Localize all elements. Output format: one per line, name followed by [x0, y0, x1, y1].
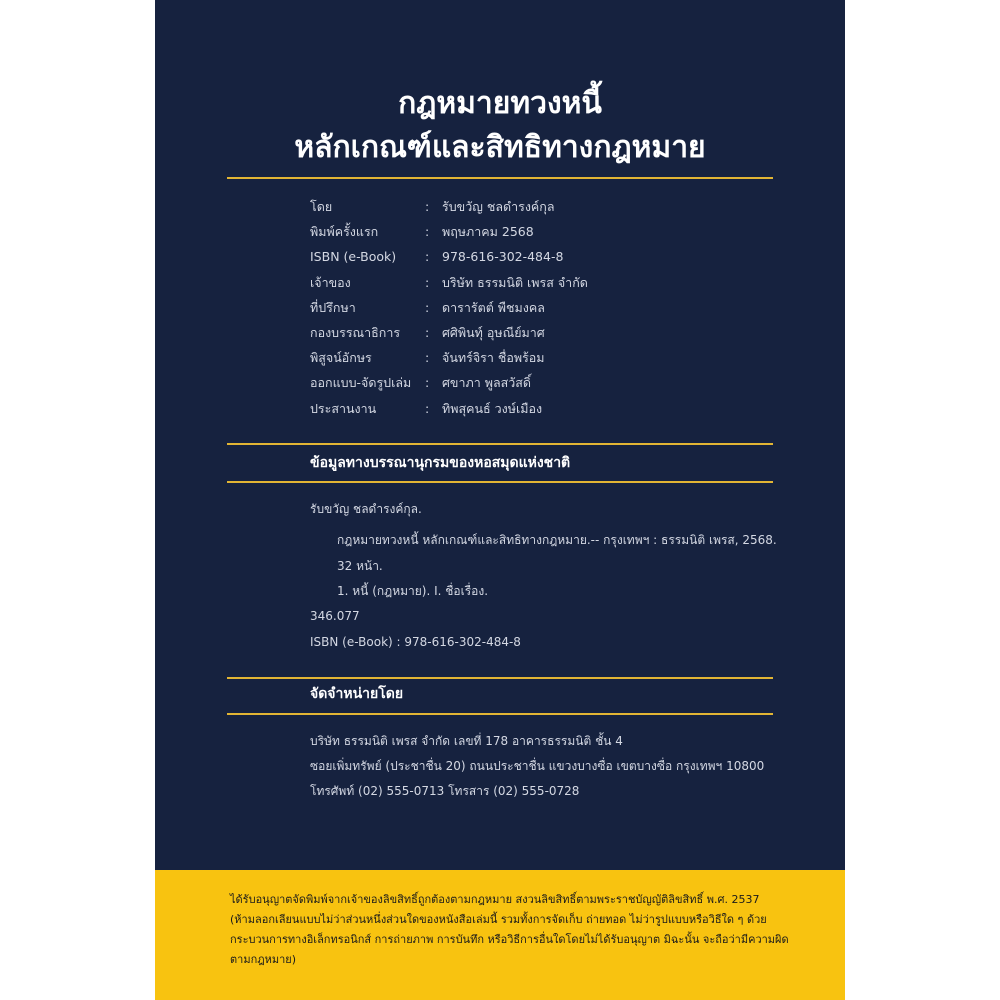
cataloging-classification: 346.077 — [310, 609, 360, 623]
copyright-page — [155, 0, 845, 1000]
credit-label: พิมพ์ครั้งแรก — [310, 224, 379, 240]
credit-row-first-printing — [310, 219, 730, 244]
credit-value: จันทร์จิรา ชื่อพร้อม — [442, 350, 545, 366]
cataloging-heading: ข้อมูลทางบรรณานุกรมของหอสมุดแห่งชาติ — [310, 455, 571, 471]
credit-value: ศศิพินทุ์ อุษณีย์มาศ — [442, 324, 545, 340]
credit-colon: : — [425, 224, 430, 240]
credit-value: 978-616-302-484-8 — [442, 249, 564, 265]
cataloging-author: รับขวัญ ชลดำรงค์กุล. — [310, 502, 422, 516]
credit-colon: : — [425, 249, 430, 265]
copyright-notice-line: กระบวนการทางอิเล็กทรอนิกส์ การถ่ายภาพ การบันทึก หรือวิธีการอื่นใดโดยไม่ได้รับอนุญาต มิฉะนั้น จะถือว่ามีความผิด — [230, 933, 789, 946]
credit-row-design — [310, 370, 730, 395]
credit-row-editorial — [310, 320, 730, 345]
copyright-notice-line: (ห้ามลอกเลียนแบบไม่ว่าส่วนหนึ่งส่วนใดของหนังสือเล่มนี้ รวมทั้งการจัดเก็บ ถ่ายทอด ไม่ว่ารูปแบบหรือวิธีใด ๆ ด้วย — [230, 913, 767, 926]
distribution-line: บริษัท ธรรมนิติ เพรส จำกัด เลขที่ 178 อาคารธรรมนิติ ชั้น 4 — [310, 734, 623, 748]
credit-colon: : — [425, 299, 430, 315]
credit-value: พฤษภาคม 2568 — [442, 224, 534, 240]
distribution-line: ซอยเพิ่มทรัพย์ (ประชาชื่น 20) ถนนประชาชื่น แขวงบางซื่อ เขตบางซื่อ กรุงเทพฯ 10800 — [310, 759, 765, 773]
credit-row-advisor — [310, 295, 730, 320]
credit-label: ประสานงาน — [310, 400, 377, 416]
credit-label: โดย — [310, 199, 333, 214]
credit-colon: : — [425, 375, 430, 391]
distribution-line: โทรศัพท์ (02) 555-0713 โทรสาร (02) 555-0728 — [310, 784, 580, 798]
credit-colon: : — [425, 199, 430, 214]
cataloging-bottom-divider — [227, 481, 773, 483]
credit-colon: : — [425, 274, 430, 290]
credit-row-owner — [310, 270, 730, 295]
cataloging-isbn: ISBN (e-Book) : 978-616-302-484-8 — [310, 635, 521, 649]
credit-label: พิสูจน์อักษร — [310, 350, 372, 366]
distribution-top-divider — [227, 677, 773, 679]
credit-label: ที่ปรึกษา — [310, 299, 356, 315]
credit-label: กองบรรณาธิการ — [310, 324, 401, 340]
copyright-notice-band — [155, 870, 845, 1000]
credit-value: ทิพสุคนธ์ วงษ์เมือง — [442, 400, 543, 416]
title-divider — [227, 177, 773, 179]
cataloging-subjects: 1. หนี้ (กฎหมาย). I. ชื่อเรื่อง. — [337, 584, 489, 598]
credit-row-coordinator — [310, 396, 730, 421]
credit-label: ออกแบบ-จัดรูปเล่ม — [310, 375, 412, 391]
cataloging-pages: 32 หน้า. — [337, 559, 383, 573]
book-title-line-2: หลักเกณฑ์และสิทธิทางกฎหมาย — [294, 130, 706, 165]
copyright-notice-line: ตามกฎหมาย) — [230, 953, 297, 966]
credit-colon: : — [425, 324, 430, 340]
copyright-notice-line: ได้รับอนุญาตจัดพิมพ์จากเจ้าของลิขสิทธิ์ถูกต้องตามกฎหมาย สงวนลิขสิทธิ์ตามพระราชบัญญัติลิขสิทธิ์ พ.ศ. 2537 — [230, 893, 760, 906]
credit-value: บริษัท ธรรมนิติ เพรส จำกัด — [442, 274, 588, 290]
distribution-heading: จัดจำหน่ายโดย — [310, 686, 404, 702]
credit-row-proofreader — [310, 345, 730, 370]
credit-row-isbn — [310, 244, 730, 269]
credits-list — [310, 194, 730, 421]
book-title-line-1: กฎหมายทวงหนี้ — [398, 86, 602, 121]
credit-value: รับขวัญ ชลดำรงค์กุล — [442, 199, 555, 214]
credit-label: เจ้าของ — [310, 274, 351, 290]
distribution-bottom-divider — [227, 713, 773, 715]
cataloging-title: กฎหมายทวงหนี้ หลักเกณฑ์และสิทธิทางกฎหมาย.-- กรุงเทพฯ : ธรรมนิติ เพรส, 2568. — [337, 533, 777, 547]
credit-colon: : — [425, 400, 430, 416]
credit-value: ศขาภา พูลสวัสดิ์ — [442, 375, 532, 391]
credit-colon: : — [425, 350, 430, 366]
credit-value: ดารารัตต์ พืชมงคล — [442, 299, 545, 315]
credit-row-author — [310, 194, 730, 219]
credit-label: ISBN (e-Book) — [310, 249, 397, 265]
cataloging-top-divider — [227, 443, 773, 445]
